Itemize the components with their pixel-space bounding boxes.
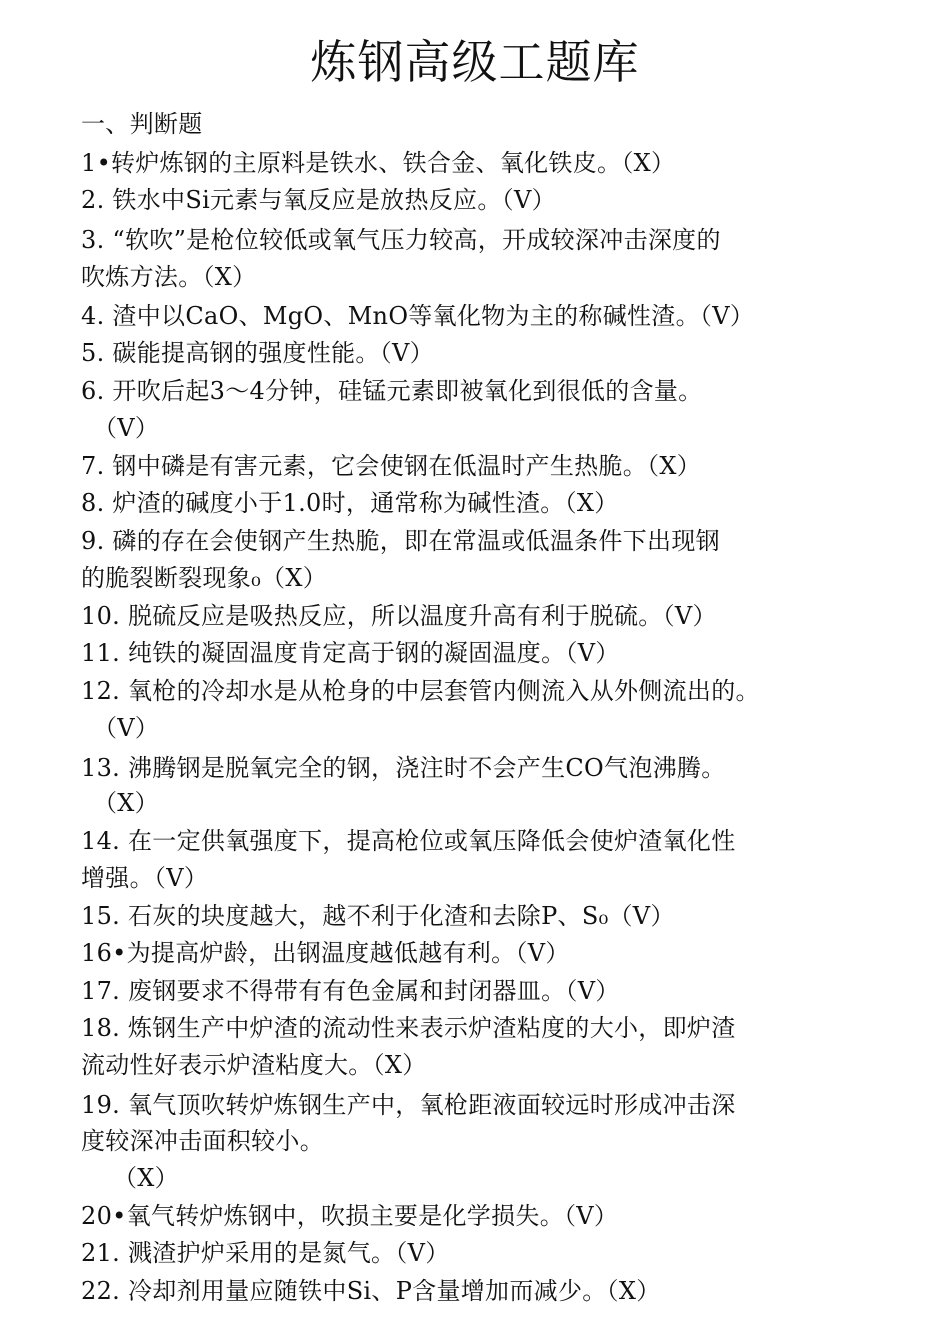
question-line-continuation: 的脆裂断裂现象₀（X） xyxy=(81,564,328,592)
question-line-continuation: （V） xyxy=(93,714,160,742)
question-line: 7. 钢中磷是有害元素，它会使钢在低温时产生热脆。（X） xyxy=(81,452,702,480)
question-line: 9. 磷的存在会使钢产生热脆，即在常温或低温条件下出现钢 xyxy=(81,527,720,555)
document-title: 炼钢高级工题库 xyxy=(310,35,640,89)
question-line-continuation: （X） xyxy=(113,1164,179,1192)
question-line: 8. 炉渣的碱度小于1.0时，通常称为碱性渣。（X） xyxy=(81,489,619,517)
question-line: 5. 碳能提高钢的强度性能。（V） xyxy=(81,339,434,367)
section-heading: 一、判断题 xyxy=(81,110,203,138)
question-line-continuation: （X） xyxy=(93,789,159,817)
question-line: 21. 溅渣护炉采用的是氮气。（V） xyxy=(81,1239,450,1267)
question-line: 15. 石灰的块度越大，越不利于化渣和去除P、S₀（V） xyxy=(81,902,675,930)
question-line: 11. 纯铁的凝固温度肯定高于钢的凝固温度。（V） xyxy=(81,639,620,667)
question-line: 1•转炉炼钢的主原料是铁水、铁合金、氧化铁皮。（X） xyxy=(81,149,676,177)
question-line: 12. 氧枪的冷却水是从枪身的中层套管内侧流入从外侧流出的。 xyxy=(81,677,760,705)
question-line: 17. 废钢要求不得带有有色金属和封闭器皿。（V） xyxy=(81,977,620,1005)
question-line: 22. 冷却剂用量应随铁中Si、P含量增加而减少。（X） xyxy=(81,1277,661,1305)
question-line: 19. 氧气顶吹转炉炼钢生产中，氧枪距液面较远时形成冲击深 xyxy=(81,1091,736,1119)
question-line-continuation: 增强。（V） xyxy=(81,864,209,892)
question-line: 10. 脱硫反应是吸热反应，所以温度升高有利于脱硫。（V） xyxy=(81,602,717,630)
question-line: 2. 铁水中Si元素与氧反应是放热反应。（V） xyxy=(81,186,556,214)
question-line-continuation: 度较深冲击面积较小。 xyxy=(81,1127,324,1155)
question-line: 14. 在一定供氧强度下，提高枪位或氧压降低会使炉渣氧化性 xyxy=(81,827,736,855)
question-line: 6. 开吹后起3〜4分钟，硅锰元素即被氧化到很低的含量。 xyxy=(81,377,703,405)
question-line: 13. 沸腾钢是脱氧完全的钢，浇注时不会产生CO气泡沸腾。 xyxy=(81,754,726,782)
question-line: 4. 渣中以CaO、MgO、MnO等氧化物为主的称碱性渣。（V） xyxy=(81,302,755,330)
question-line: 20•氧气转炉炼钢中，吹损主要是化学损失。（V） xyxy=(81,1202,619,1230)
question-line-continuation: 吹炼方法。（X） xyxy=(81,263,257,291)
question-line: 16•为提高炉龄，出钢温度越低越有利。（V） xyxy=(81,939,570,967)
question-line-continuation: （V） xyxy=(93,414,160,442)
question-line: 18. 炼钢生产中炉渣的流动性来表示炉渣粘度的大小，即炉渣 xyxy=(81,1014,736,1042)
question-line: 3. “软吹”是枪位较低或氧气压力较高，开成较深冲击深度的 xyxy=(81,226,721,254)
question-line-continuation: 流动性好表示炉渣粘度大。（X） xyxy=(81,1051,427,1079)
